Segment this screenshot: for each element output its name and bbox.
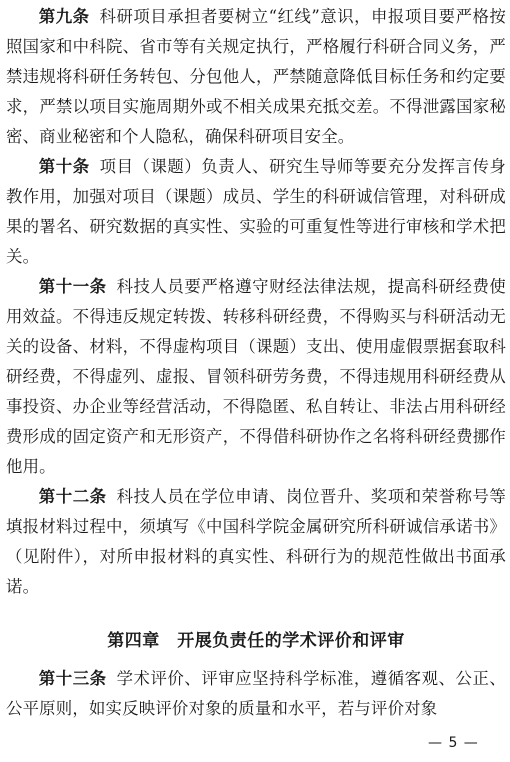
article-10 — [6, 152, 506, 272]
chapter-spacer — [6, 602, 506, 618]
article-text: 科技人员在学位申请、岗位晋升、奖项和荣誉称号等填报材料过程中，须填写《中国科学院金属研究所科研诚信承诺书》（见附件），对所申报材料的真实性、科研行为的规范性做出书面承诺。 — [6, 487, 506, 596]
article-number: 第十二条 — [38, 487, 107, 506]
article-text: 学术评价、评审应坚持科学标准，遵循客观、公正、公平原则，如实反映评价对象的质量和水平，若与评价对象 — [6, 669, 506, 718]
article-11 — [6, 272, 506, 482]
article-9 — [6, 2, 506, 152]
article-number: 第十三条 — [38, 669, 107, 688]
chapter-heading: 第四章 开展负责任的学术评价和评审 — [107, 631, 405, 651]
article-text: 项目（课题）负责人、研究生导师等要充分发挥言传身教作用，加强对项目（课题）成员、学生的科研诚信管理，对科研成果的署名、研究数据的真实性、实验的可重复性等进行审核和学术把关。 — [6, 157, 506, 266]
article-number: 第十条 — [38, 157, 90, 176]
article-text: 科技人员要严格遵守财经法律法规，提高科研经费使用效益。不得违反规定转拨、转移科研经费，不得购买与科研活动无关的设备、材料，不得虚构项目（课题）支出、使用虚假票据套取科研经费，不得虚列、虚报、冒领科研劳务费，不得违规用科研经费从事投资、办企业等经营活动，不得隐匿、私自转让、非法占用科研经费形成的固定资产和无形资产，不得借科研协作之名将科研经费挪作他用。 — [6, 277, 506, 476]
article-text: 科研项目承担者要树立“红线”意识，申报项目要严格按照国家和中科院、省市等有关规定执行，严格履行科研合同义务，严禁违规将科研任务转包、分包他人，严禁随意降低目标任务和约定要求，严禁以项目实施周期外或不相关成果充抵交差。不得泄露国家秘密、商业秘密和个人隐私，确保科研项目安全。 — [6, 7, 506, 146]
article-12 — [6, 482, 506, 602]
document-body — [6, 2, 506, 724]
page-number: — 5 — — [428, 735, 479, 751]
article-number: 第九条 — [38, 7, 90, 26]
article-13 — [6, 664, 506, 724]
article-number: 第十一条 — [38, 277, 107, 296]
